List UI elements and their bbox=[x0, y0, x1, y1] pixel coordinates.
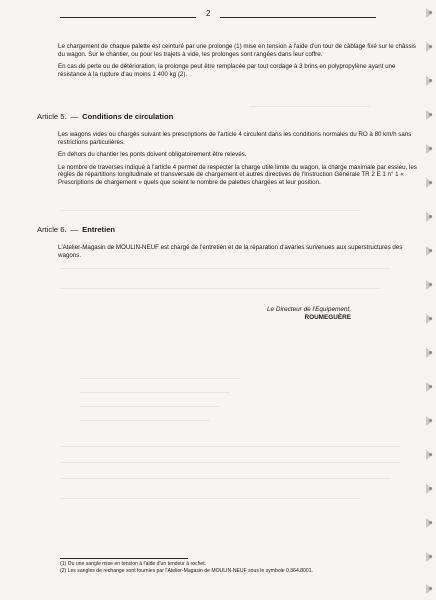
bleed-through-mark bbox=[60, 288, 380, 289]
paragraph: Les wagons vides ou chargés suivant les prescriptions de l'article 4 circulent dans les conditions normales du RO à 80 km/h sans restrictions particulières. bbox=[58, 131, 412, 146]
signatory-role: Le Directeur de l'Equipement, bbox=[267, 306, 351, 313]
page-number: 2 bbox=[206, 9, 211, 18]
bleed-through-mark bbox=[60, 478, 390, 479]
article-number: Article 6. bbox=[37, 225, 67, 234]
paragraph: L'Atelier-Magasin de MOULIN-NEUF est chargé de l'entretien et de la réparation d'avaries survenues aux superstructures des wagons. bbox=[58, 244, 403, 259]
footnotes bbox=[60, 561, 313, 574]
bleed-through-mark bbox=[60, 498, 360, 499]
binder-ring-icon bbox=[426, 314, 435, 324]
bleed-through-mark bbox=[80, 406, 220, 407]
binder-ring-icon bbox=[426, 178, 435, 188]
binder-ring-icon bbox=[426, 518, 435, 528]
heading-dash: — bbox=[70, 225, 79, 234]
bleed-through-mark bbox=[80, 392, 230, 393]
bleed-through-mark bbox=[60, 446, 400, 447]
article-number: Article 5. bbox=[37, 112, 67, 121]
bleed-through-mark bbox=[60, 462, 400, 463]
intro-section bbox=[58, 43, 418, 83]
paragraph: En dehors du chantier les ponts doivent obligatoirement être relevés. bbox=[58, 151, 247, 159]
binder-ring-icon bbox=[426, 8, 435, 18]
paragraph: Le nombre de traverses indiqué à l'article 4 permet de respecter la charge utile limite du wagon, la charge maximale par essieu, les règles de répartitions longitudinale et transversale de chargement et autres directives de l'Instruction Générale TR 2 E 1 n° 1 « Prescriptions de chargement » quels que soient le nombre de palettes chargées et leur position. bbox=[58, 163, 417, 186]
heading-dash: — bbox=[70, 112, 79, 121]
header-rule-right bbox=[220, 17, 376, 18]
article-title: Entretien bbox=[82, 225, 116, 234]
signatory-name: ROUMEGUÈRE bbox=[304, 314, 351, 321]
bleed-through-mark bbox=[80, 378, 240, 379]
binder-ring-icon bbox=[426, 76, 435, 86]
header-rule-left bbox=[60, 17, 196, 18]
binder-ring-icon bbox=[426, 416, 435, 426]
binder-ring-icon bbox=[426, 110, 435, 120]
binder-ring-icon bbox=[426, 382, 435, 392]
binder-ring-icon bbox=[426, 552, 435, 562]
footnote-1: (1) Ou une sangle mise en tension à l'aide d'un tendeur à rochet. bbox=[60, 561, 207, 567]
footnote-rule bbox=[60, 558, 188, 559]
article-5-body bbox=[58, 131, 418, 192]
bleed-through-mark bbox=[80, 420, 210, 421]
article-title: Conditions de circulation bbox=[82, 112, 174, 121]
binder-ring-icon bbox=[426, 144, 435, 154]
binder-ring-icon bbox=[426, 348, 435, 358]
binder-ring-icon bbox=[426, 450, 435, 460]
paragraph: Le chargement de chaque palette est ceinturé par une prolonge (1) mise en tension à l'aide d'un tour de câblage fixé sur le châssis du wagon. Sur le chantier, ou pour les trajets à vide, les prolonges sont rangées dans leur coffre. bbox=[58, 43, 417, 58]
footnote-2: (2) Les sangles de rechange sont fournies par l'Atelier-Magasin de MOULIN-NEUF sous le symbole 0.364.8001. bbox=[60, 567, 313, 574]
signature-block bbox=[267, 306, 351, 322]
binder-ring-icon bbox=[426, 280, 435, 290]
binder-ring-icon bbox=[426, 246, 435, 256]
article-6-body bbox=[58, 244, 418, 264]
binder-edge bbox=[420, 0, 436, 600]
binder-ring-icon bbox=[426, 212, 435, 222]
binder-ring-icon bbox=[426, 584, 435, 594]
bleed-through-mark bbox=[60, 268, 390, 269]
article-6-heading bbox=[37, 225, 115, 234]
binder-ring-icon bbox=[426, 484, 435, 494]
bleed-through-mark bbox=[250, 106, 370, 107]
article-5-heading bbox=[37, 112, 173, 121]
binder-ring-icon bbox=[426, 42, 435, 52]
paragraph: En cas de perte ou de détérioration, la prolonge peut être remplacée par tout cordage à 3 brins en polypropylène ayant une résistance à la rupture d'au moins 1 400 kg (2). bbox=[58, 63, 396, 78]
bleed-through-mark bbox=[60, 210, 360, 211]
